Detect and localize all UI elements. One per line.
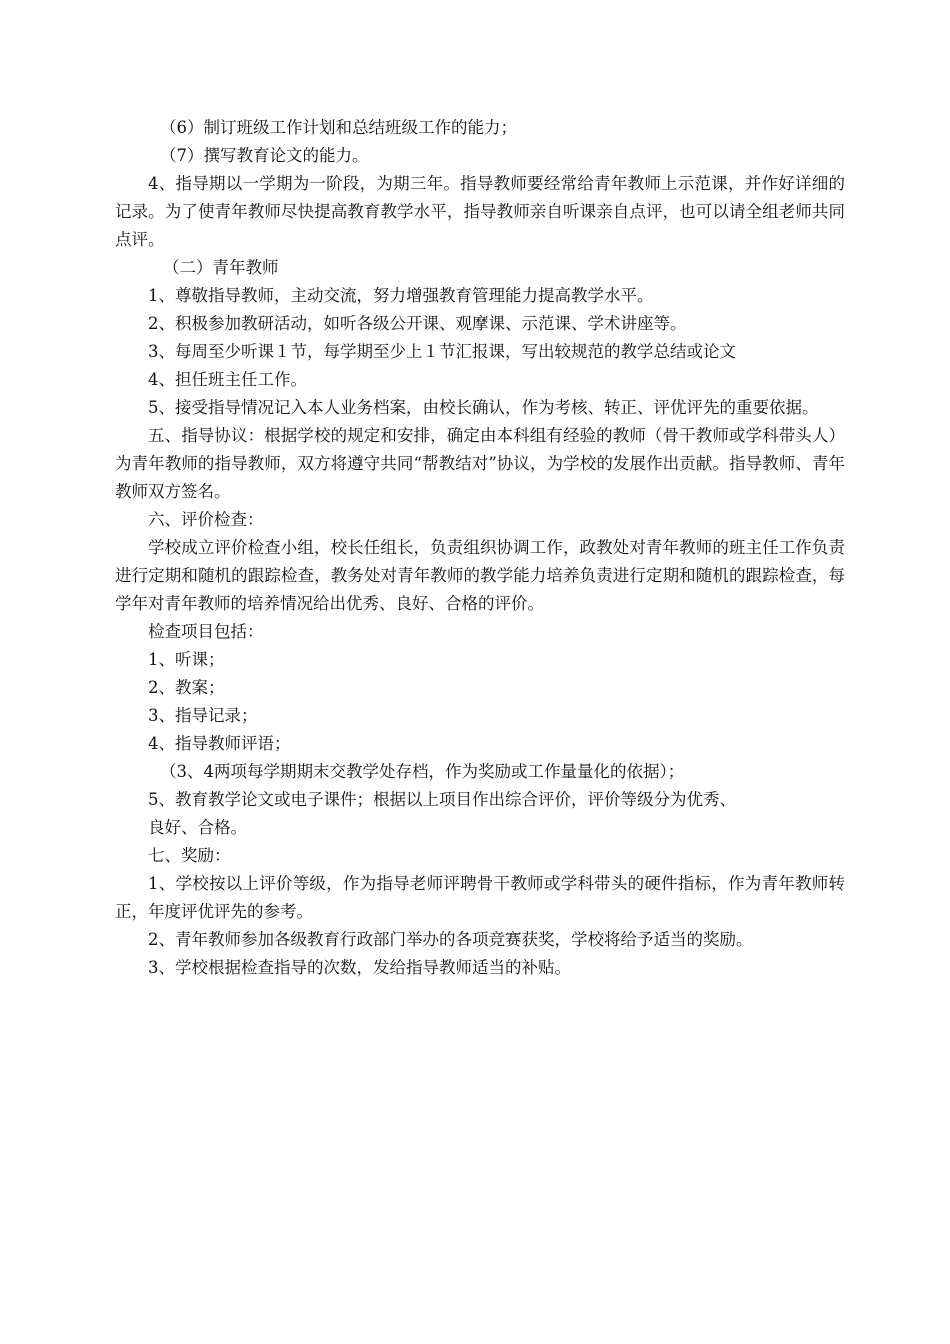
paragraph-ability-7: （7）撰写教育论文的能力。 <box>160 146 369 165</box>
paragraph-check-5-continued: 良好、合格。 <box>148 818 247 837</box>
list-item-check-1: 1、听课； <box>148 650 225 669</box>
section-heading-evaluation: 六、评价检查： <box>148 510 264 529</box>
list-item-check-4: 4、指导教师评语； <box>148 734 291 753</box>
paragraph-guidance-period: 4、指导期以一学期为一阶段，为期三年。指导教师要经常给青年教师上示范课，并作好详细的记录。为了使青年教师尽快提高教育教学水平，指导教师亲自听课亲自点评，也可以请全组老师共同点评。 <box>115 174 845 249</box>
paragraph-young-3: 3、每周至少听课１节，每学期至少上１节汇报课，写出较规范的教学总结或论文 <box>148 342 736 361</box>
paragraph-check-note: （3、4两项每学期期末交教学处存档，作为奖励或工作量量化的依据）； <box>160 762 685 781</box>
list-item-check-3: 3、指导记录； <box>148 706 258 725</box>
section-heading-young-teachers: （二）青年教师 <box>163 258 279 277</box>
paragraph-ability-6: （6）制订班级工作计划和总结班级工作的能力； <box>160 118 517 137</box>
paragraph-reward-3: 3、学校根据检查指导的次数，发给指导教师适当的补贴。 <box>148 958 571 977</box>
paragraph-evaluation-group: 学校成立评价检查小组，校长任组长，负责组织协调工作，政教处对青年教师的班主任工作负责进行定期和随机的跟踪检查，教务处对青年教师的教学能力培养负责进行定期和随机的跟踪检查，每学年对青年教师的培养情况给出优秀、良好、合格的评价。 <box>115 538 845 613</box>
paragraph-reward-2: 2、青年教师参加各级教育行政部门举办的各项竞赛获奖，学校将给予适当的奖励。 <box>148 930 753 949</box>
paragraph-guidance-agreement: 五、指导协议：根据学校的规定和安排，确定由本科组有经验的教师（骨干教师或学科带头人）为青年教师的指导教师，双方将遵守共同“帮教结对”协议，为学校的发展作出贡献。指导教师、青年教师双方签名。 <box>115 426 845 501</box>
document-page <box>115 114 845 982</box>
paragraph-reward-1: 1、学校按以上评价等级，作为指导老师评聘骨干教师或学科带头的硬件指标，作为青年教师转正，年度评优评先的参考。 <box>115 874 845 921</box>
list-item-check-2: 2、教案； <box>148 678 225 697</box>
list-item-check-5: 5、教育教学论文或电子课件；根据以上项目作出综合评价，评价等级分为优秀、 <box>148 790 736 809</box>
paragraph-young-5: 5、接受指导情况记入本人业务档案，由校长确认，作为考核、转正、评优评先的重要依据。 <box>148 398 819 417</box>
paragraph-young-2: 2、积极参加教研活动，如听各级公开课、观摩课、示范课、学术讲座等。 <box>148 314 687 333</box>
paragraph-check-items-intro: 检查项目包括： <box>148 622 264 641</box>
paragraph-young-4: 4、担任班主任工作。 <box>148 370 307 389</box>
paragraph-young-1: 1、尊敬指导教师，主动交流，努力增强教育管理能力提高教学水平。 <box>148 286 654 305</box>
section-heading-rewards: 七、奖励： <box>148 846 231 865</box>
